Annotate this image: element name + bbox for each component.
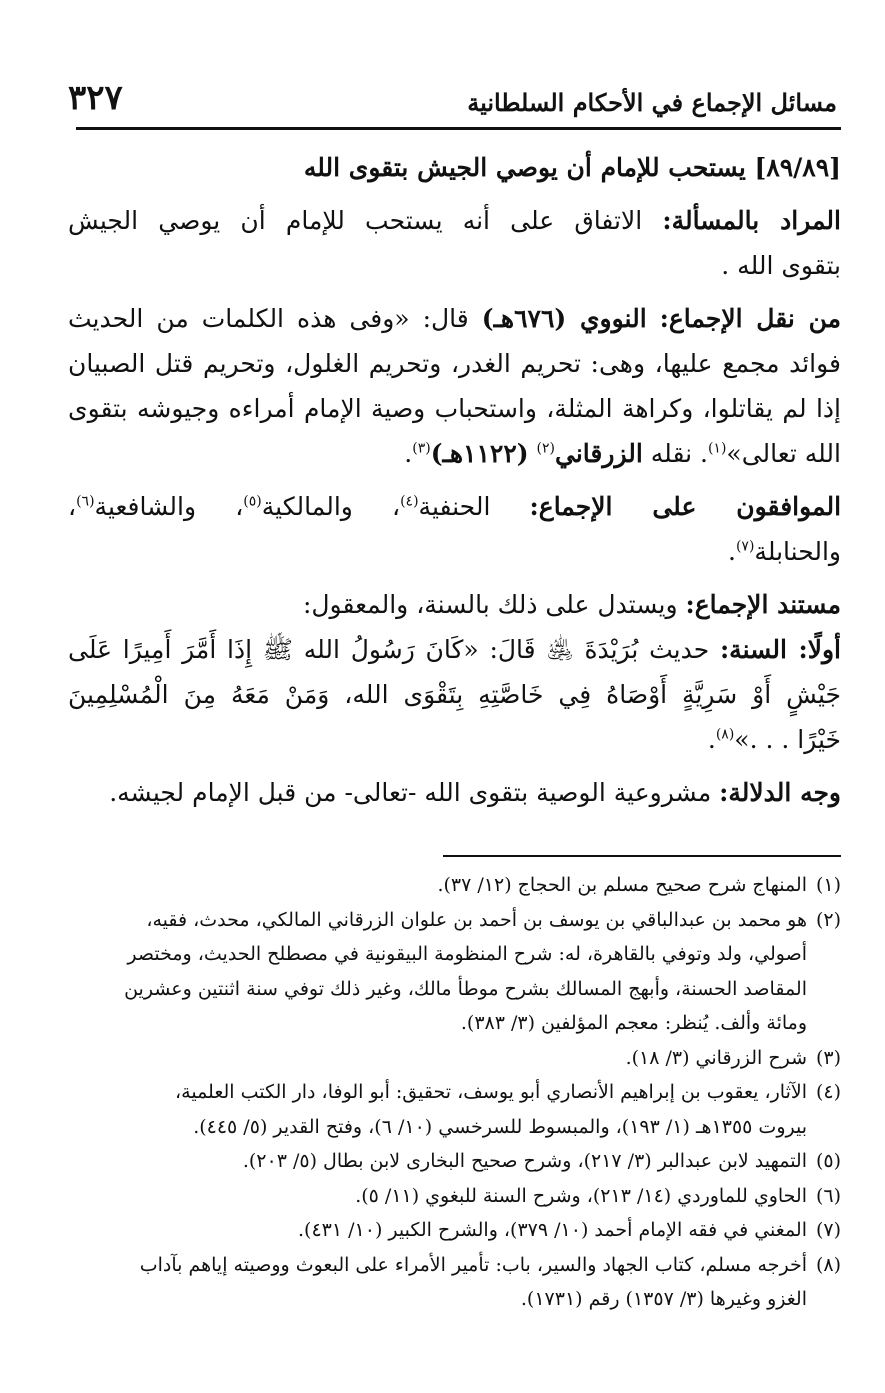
zurqani-name: الزرقاني [555, 439, 643, 468]
footnote-text: بيروت ١٣٥٥هـ (١/ ١٩٣)، والمبسوط للسرخسي (١٠/ ٦)، وفتح القدير (٥/ ٤٤٥). [193, 1115, 807, 1138]
agreeing-period: . [728, 537, 736, 566]
sunnah-line-3 [68, 717, 841, 762]
maliki: ، والمالكية [261, 492, 401, 521]
footnote-text: أخرجه مسلم، كتاب الجهاد والسير، باب: تأمير الأمراء على البعوث ووصيته إياهم بآداب [139, 1253, 807, 1276]
footnote-2 [68, 903, 841, 1041]
meaning-line-2: بتقوى الله . [721, 251, 841, 280]
footnote-ref-8: (٨) [715, 726, 735, 743]
transmitter-line-1 [68, 296, 841, 341]
footnote-4 [68, 1075, 841, 1144]
transmitter-text-1: قال: «وفى هذه الكلمات من الحديث [68, 304, 469, 333]
footnote-number: (٢) [815, 908, 841, 931]
meaning-line-1 [68, 198, 841, 243]
meaning-text-1: الاتفاق على أنه يستحب للإمام أن يوصي الجيش [68, 206, 643, 235]
footnote-5 [68, 1144, 841, 1179]
footnote-8 [68, 1248, 841, 1317]
footnote-text: التمهيد لابن عبدالبر (٣/ ٢١٧)، وشرح صحيح البخارى لابن بطال (٥/ ٢٠٣). [242, 1150, 807, 1172]
inference-text: مشروعية الوصية بتقوى الله -تعالى- من قبل الإمام لجيشه. [109, 778, 712, 807]
footnote-number: (١) [815, 874, 841, 896]
inference-line [68, 770, 841, 815]
transmitter-line-3: إذا لم يقاتلوا، وكراهة المثلة، واستحباب وصية الإمام أمراءه وجيوشه بتقوى [68, 394, 841, 423]
footnote-text: المقاصد الحسنة، وأبهج المسالك بشرح موطأ مالك، وغير ذلك توفي سنة اثنتين وعشرين [124, 977, 807, 1000]
footnote-ref-5: (٥) [243, 493, 262, 510]
inference-label: وجه الدلالة: [719, 778, 841, 807]
footnote-text: المنهاج شرح صحيح مسلم بن الحجاج (١٢/ ٣٧). [437, 874, 807, 896]
footnote-ref-1: (١) [707, 440, 727, 457]
quote-end: الله تعالى» [726, 439, 841, 468]
footnote-text: ومائة وألف. يُنظر: معجم المؤلفين (٣/ ٣٨٣). [460, 1012, 807, 1034]
transmitter-line-4 [68, 431, 841, 476]
footnote-rule [443, 855, 841, 857]
footnote-text: الآثار، يعقوب بن إبراهيم الأنصاري أبو يوسف، تحقيق: أبو الوفا، دار الكتب العلمية، [175, 1081, 807, 1103]
transmitter-name: النووي (٦٧٦هـ) [481, 304, 647, 333]
footnote-ref-3: (٣) [412, 440, 431, 457]
basis-text: ويستدل على ذلك بالسنة، والمعقول: [302, 590, 678, 619]
footnote-text: أصولي، ولد وتوفي بالقاهرة، له: شرح المنظومة البيقونية في مصطلح الحديث، ومختصر [127, 943, 807, 965]
agreeing-label: الموافقون على الإجماع: [529, 492, 842, 521]
basis-label: مستند الإجماع: [685, 590, 841, 619]
agreeing-paragraph [68, 484, 841, 574]
transmitter-paragraph [68, 296, 841, 476]
header-rule [76, 127, 841, 130]
hanbali: والحنابلة [754, 537, 841, 566]
footnote-text: شرح الزرقاني (٣/ ١٨). [625, 1046, 807, 1069]
inference-paragraph [68, 770, 841, 815]
footnote-6 [68, 1179, 841, 1214]
basis-paragraph [68, 582, 841, 627]
footnote-number: (٤) [815, 1081, 841, 1103]
transmitter-period: . [404, 439, 413, 468]
sunnah-text-1: حديث بُرَيْدَةَ ﵁ قَالَ: «كَانَ رَسُولُ الله ﷺ إِذَا أَمَّرَ أَمِيرًا عَلَى [68, 635, 710, 664]
transmitter-note: . نقله [650, 439, 708, 468]
page-number: ٣٢٧ [68, 78, 123, 118]
footnote-number: (٧) [815, 1219, 841, 1241]
hanafi: الحنفية [418, 492, 491, 521]
hadith-end: خَيْرًا . . .» [734, 725, 841, 754]
agreeing-comma: ، [68, 492, 77, 521]
meaning-label: المراد بالمسألة: [662, 206, 841, 235]
footnote-number: (٥) [815, 1150, 841, 1172]
footnote-ref-7: (٧) [735, 538, 755, 555]
footnote-text: الحاوي للماوردي (١٤/ ٢١٣)، وشرح السنة للبغوي (١١/ ٥). [355, 1184, 807, 1207]
footnote-text: المغني في فقه الإمام أحمد (١٠/ ٣٧٩)، والشرح الكبير (١٠/ ٤٣١). [297, 1219, 807, 1241]
transmitter-line-2: فوائد مجمع عليها، وهى: تحريم الغدر، وتحريم الغلول، وتحريم قتل الصبيان [68, 349, 841, 378]
agreeing-line-1 [68, 484, 841, 529]
running-title: مسائل الإجماع في الأحكام السلطانية [467, 88, 837, 117]
footnote-text: هو محمد بن عبدالباقي بن يوسف بن أحمد بن علوان الزرقاني المالكي، محدث، فقيه، [146, 908, 807, 931]
sunnah-label: أولًا: السنة: [719, 635, 841, 664]
footnotes [68, 868, 841, 1317]
issue-heading: [٨٩/٨٩] يستحب للإمام أن يوصي الجيش بتقوى الله [303, 153, 841, 182]
footnote-ref-2: (٢) [536, 440, 556, 457]
footnote-ref-6: (٦) [76, 493, 95, 510]
agreeing-line-2 [68, 529, 841, 574]
shafii: ، والشافعية [94, 492, 244, 521]
sunnah-paragraph [68, 627, 841, 762]
basis-line [68, 582, 841, 627]
sunnah-line-1 [68, 627, 841, 672]
footnote-number: (٦) [815, 1184, 841, 1207]
footnote-7 [68, 1213, 841, 1248]
footnote-1 [68, 868, 841, 903]
zurqani-date: (١١٢٢هـ) [430, 439, 529, 468]
footnote-text: الغزو وغيرها (٣/ ١٣٥٧) رقم (١٧٣١). [520, 1288, 807, 1310]
footnote-3 [68, 1041, 841, 1076]
transmitter-label: من نقل الإجماع: [659, 304, 842, 333]
footnote-ref-4: (٤) [400, 493, 419, 510]
footnote-number: (٨) [815, 1253, 841, 1276]
footnote-number: (٣) [815, 1046, 841, 1069]
sunnah-period: . [707, 725, 716, 754]
meaning-paragraph [68, 198, 841, 288]
sunnah-line-2: جَيْشٍ أَوْ سَرِيَّةٍ أَوْصَاهُ فِي خَاصَّتِهِ بِتَقْوَى الله، وَمَنْ مَعَهُ مِنَ الْمُسْلِمِينَ [68, 680, 841, 709]
main-text [68, 146, 841, 815]
